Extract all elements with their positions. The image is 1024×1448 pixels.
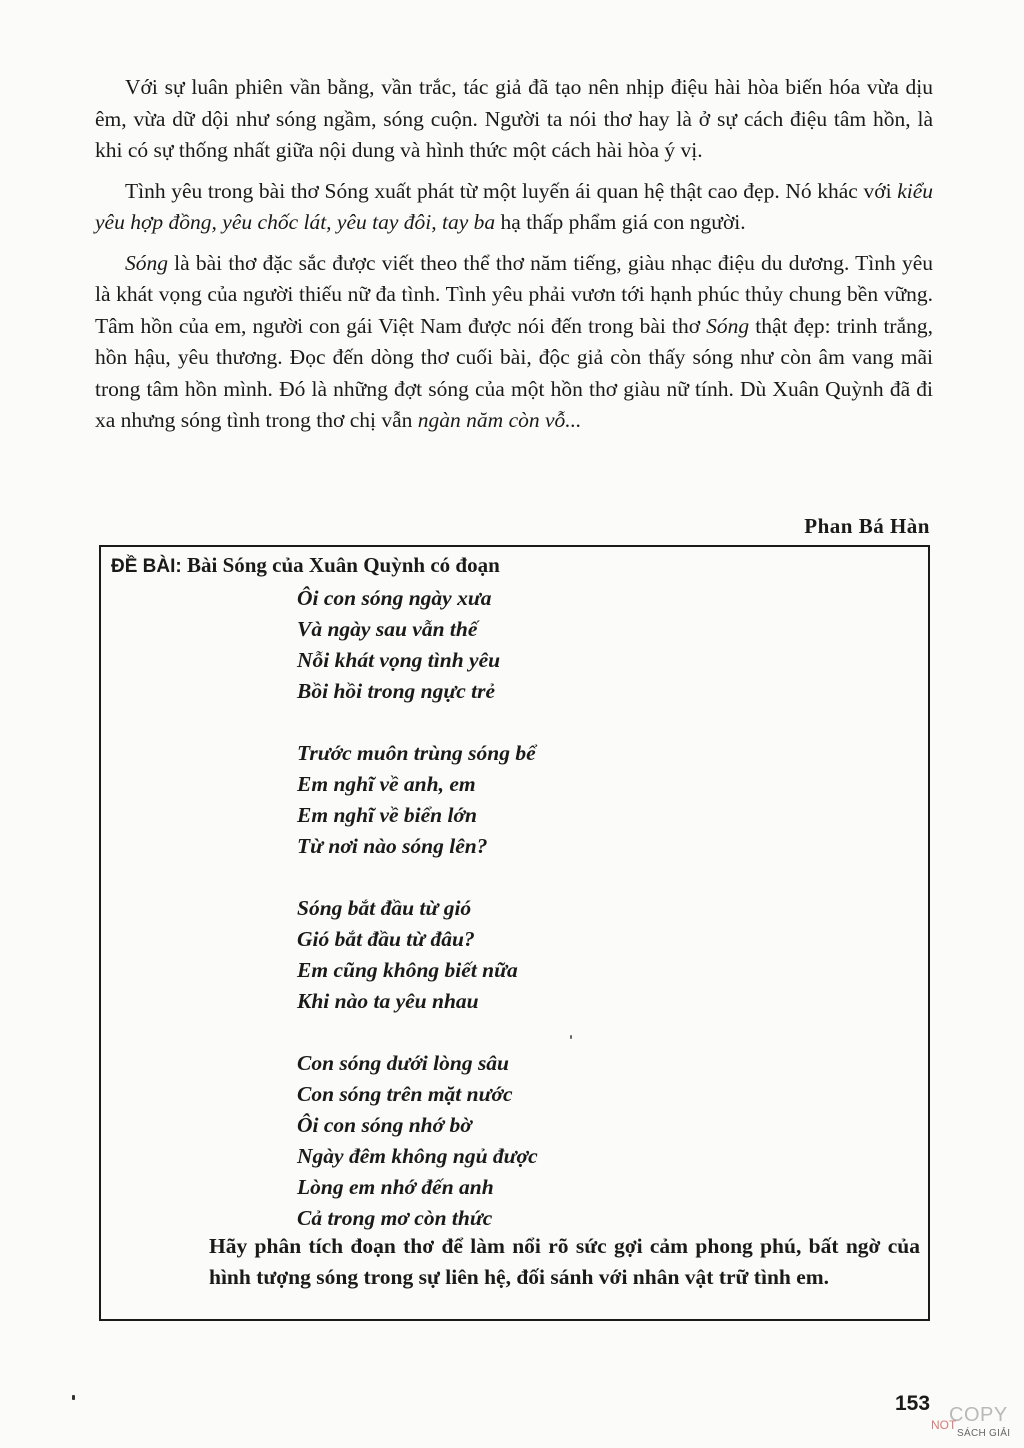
- poem-line: Từ nơi nào sóng lên?: [297, 834, 488, 858]
- text-run: Tình yêu trong bài thơ Sóng xuất phát từ một luyến ái quan hệ thật cao đẹp. Nó khác với: [125, 178, 898, 203]
- poem-line: Lòng em nhớ đến anh: [297, 1175, 494, 1199]
- assignment-intro: Bài Sóng của Xuân Quỳnh có đoạn: [186, 553, 500, 577]
- poem-line: Cả trong mơ còn thức: [297, 1206, 493, 1230]
- paragraph: [95, 72, 933, 167]
- assignment-heading: [111, 553, 500, 578]
- scan-speck: [72, 1395, 75, 1400]
- watermark-not-text: NOT: [931, 1418, 957, 1432]
- assignment-label: ĐỀ BÀI:: [111, 556, 182, 577]
- poem-line: Bồi hồi trong ngực trẻ: [297, 679, 496, 703]
- poem-line: Khi nào ta yêu nhau: [297, 989, 479, 1013]
- text-run: Với sự luân phiên vần bằng, vần trắc, tác giả đã tạo nên nhịp điệu hài hòa biến hóa vừa dịu êm, vừa dữ dội như sóng ngầm, sóng cuộn. Người ta nói thơ hay là ở sự cách điệu tâm hồn, là khi có sự thống nhất giữa nội dung và hình thức một cách hài hòa ý vị.: [95, 75, 933, 162]
- scan-speck: [570, 1035, 572, 1039]
- text-run: là bài thơ đặc sắc được viết theo thể thơ năm tiếng, giàu nhạc điệu du dương. Tình yêu là khát vọng của người thiếu nữ đa tình. Tình yêu phải vươn tới hạnh phúc thủy chung bền vững. Tâm hồn của em, người con gái Việt Nam được nói đến trong bài thơ: [95, 250, 933, 338]
- page-number: 153: [895, 1392, 931, 1415]
- poem-line: Con sóng trên mặt nước: [297, 1082, 513, 1106]
- poem-line: Ôi con sóng ngày xưa: [297, 586, 492, 610]
- poem-line: Nỗi khát vọng tình yêu: [297, 648, 501, 672]
- watermark-brand-text: SÁCH GIẢI: [957, 1428, 1011, 1439]
- italic-run: Sóng: [125, 250, 168, 275]
- italic-run: kiểu yêu hợp đồng, yêu chốc lát, yêu tay đôi, tay ba: [95, 178, 933, 234]
- poem-line: Gió bắt đầu từ đâu?: [297, 927, 475, 951]
- poem-excerpt: [297, 583, 538, 1234]
- text-run: hạ thấp phẩm giá con người.: [495, 210, 746, 234]
- watermark-copy-text: COPY: [949, 1404, 1008, 1426]
- poem-line: Em nghĩ về anh, em: [297, 772, 476, 796]
- assignment-question: Hãy phân tích đoạn thơ để làm nổi rõ sức gợi cảm phong phú, bất ngờ của hình tượng sóng trong sự liên hệ, đối sánh với nhân vật trữ tình em.: [209, 1234, 920, 1289]
- poem-line: Con sóng dưới lòng sâu: [297, 1051, 510, 1075]
- poem-stanza: [297, 893, 538, 1017]
- article-body: [95, 72, 933, 446]
- poem-stanza: [297, 1048, 538, 1234]
- poem-line: Ngày đêm không ngủ được: [297, 1144, 538, 1168]
- poem-stanza: [297, 583, 538, 707]
- poem-line: Em cũng không biết nữa: [297, 958, 518, 982]
- poem-line: Trước muôn trùng sóng bể: [297, 741, 536, 765]
- poem-line: Sóng bắt đầu từ gió: [297, 896, 472, 920]
- poem-line: Em nghĩ về biển lớn: [297, 803, 477, 827]
- text-run: thật đẹp: trinh trắng, hồn hậu, yêu thương. Đọc đến dòng thơ cuối bài, độc giả còn thấy sóng như còn âm vang mãi trong tâm hồn mình. Đó là những đợt sóng của một hồn thơ giàu nữ tính. Dù Xuân Quỳnh đã đi xa nhưng sóng tình trong thơ chị vẫn: [95, 313, 933, 432]
- poem-line: Và ngày sau vẫn thế: [297, 617, 478, 641]
- watermark: [905, 1404, 1017, 1444]
- assignment-box: [99, 545, 930, 1321]
- paragraph: [95, 176, 933, 239]
- italic-run: Sóng: [706, 313, 750, 338]
- author-signature: Phan Bá Hàn: [804, 514, 930, 538]
- poem-line: Ôi con sóng nhớ bờ: [297, 1113, 472, 1137]
- poem-stanza: [297, 738, 538, 862]
- italic-run: ngàn năm còn vỗ...: [417, 408, 582, 432]
- paragraph: [95, 248, 933, 437]
